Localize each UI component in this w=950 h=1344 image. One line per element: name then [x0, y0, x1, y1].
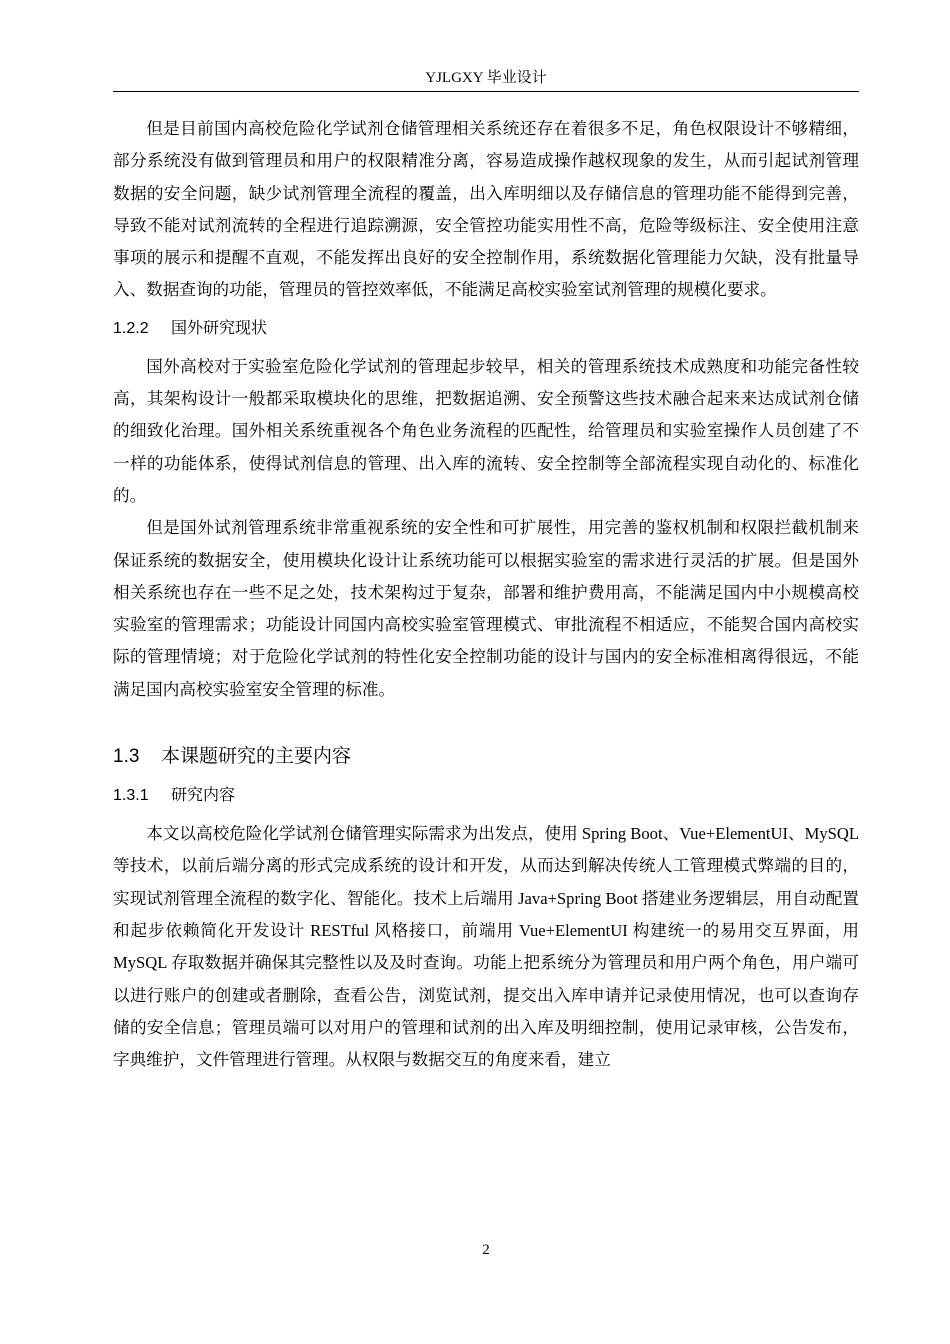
section-number: 1.3: [113, 746, 140, 768]
section-title: 国外研究现状: [171, 319, 268, 337]
page-content: [113, 113, 859, 1076]
body-paragraph-3: 但是国外试剂管理系统非常重视系统的安全性和可扩展性，用完善的鉴权机制和权限拦截机制来保证系统的数据安全，使用模块化设计让系统功能可以根据实验室的需求进行灵活的扩展。但是国外相关系统也存在一些不足之处，技术架构过于复杂，部署和维护费用高，不能满足国内中小规模高校实验室的管理需求；功能设计同国内高校实验室管理模式、审批流程不相适应，不能契合国内高校实际的管理情境；对于危险化学试剂的特性化安全控制功能的设计与国内的安全标准相离得很远，不能满足国内高校实验室安全管理的标准。: [113, 518, 859, 699]
section-heading-1-3: [113, 740, 859, 774]
page-header: YJLGXY 毕业设计: [425, 70, 547, 86]
section-title: 本课题研究的主要内容: [161, 746, 352, 768]
section-heading-1-2-2: [113, 314, 859, 344]
body-paragraph-1: 但是目前国内高校危险化学试剂仓储管理相关系统还存在着很多不足，角色权限设计不够精细，部分系统没有做到管理员和用户的权限精准分离，容易造成操作越权现象的发生，从而引起试剂管理数据的安全问题，缺少试剂管理全流程的覆盖，出入库明细以及存储信息的管理功能不能得到完善，导致不能对试剂流转的全程进行追踪溯源，安全管控功能实用性不高，危险等级标注、安全使用注意事项的展示和提醒不直观，不能发挥出良好的安全控制作用，系统数据化管理能力欠缺，没有批量导入、数据查询的功能，管理员的管控效率低，不能满足高校实验室试剂管理的规模化要求。: [113, 119, 859, 300]
header-rule: [113, 91, 859, 92]
section-heading-1-3-1: [113, 781, 859, 811]
body-paragraph-2: 国外高校对于实验室危险化学试剂的管理起步较早，相关的管理系统技术成熟度和功能完备性较高，其架构设计一般都采取模块化的思维，把数据追溯、安全预警这些技术融合起来来达成试剂仓储的细致化治理。国外相关系统重视各个角色业务流程的匹配性，给管理员和实验室操作人员创建了不一样的功能体系，使得试剂信息的管理、出入库的流转、安全控制等全部流程实现自动化的、标准化的。: [113, 356, 859, 505]
section-title: 研究内容: [171, 787, 236, 805]
section-number: 1.2.2: [113, 319, 149, 337]
page-number: 2: [482, 1242, 490, 1258]
section-number: 1.3.1: [113, 787, 149, 805]
body-paragraph-4: 本文以高校危险化学试剂仓储管理实际需求为出发点，使用 Spring Boot、Vue+ElementUI、MySQL 等技术，以前后端分离的形式完成系统的设计和开发，从而达到解决传统人工管理模式弊端的目的，实现试剂管理全流程的数字化、智能化。技术上后端用 Java+Spring Boot 搭建业务逻辑层，用自动配置和起步依赖简化开发设计 RESTful 风格接口，前端用 Vue+ElementUI 构建统一的易用交互界面，用 MySQL 存取数据并确保其完整性以及及时查询。功能上把系统分为管理员和用户两个角色，用户端可以进行账户的创建或者删除，查看公告，浏览试剂，提交出入库申请并记录使用情况，也可以查询存储的安全信息；管理员端可以对用户的管理和试剂的出入库及明细控制，使用记录审核，公告发布，字典维护，文件管理进行管理。从权限与数据交互的角度来看，建立: [113, 824, 859, 1070]
